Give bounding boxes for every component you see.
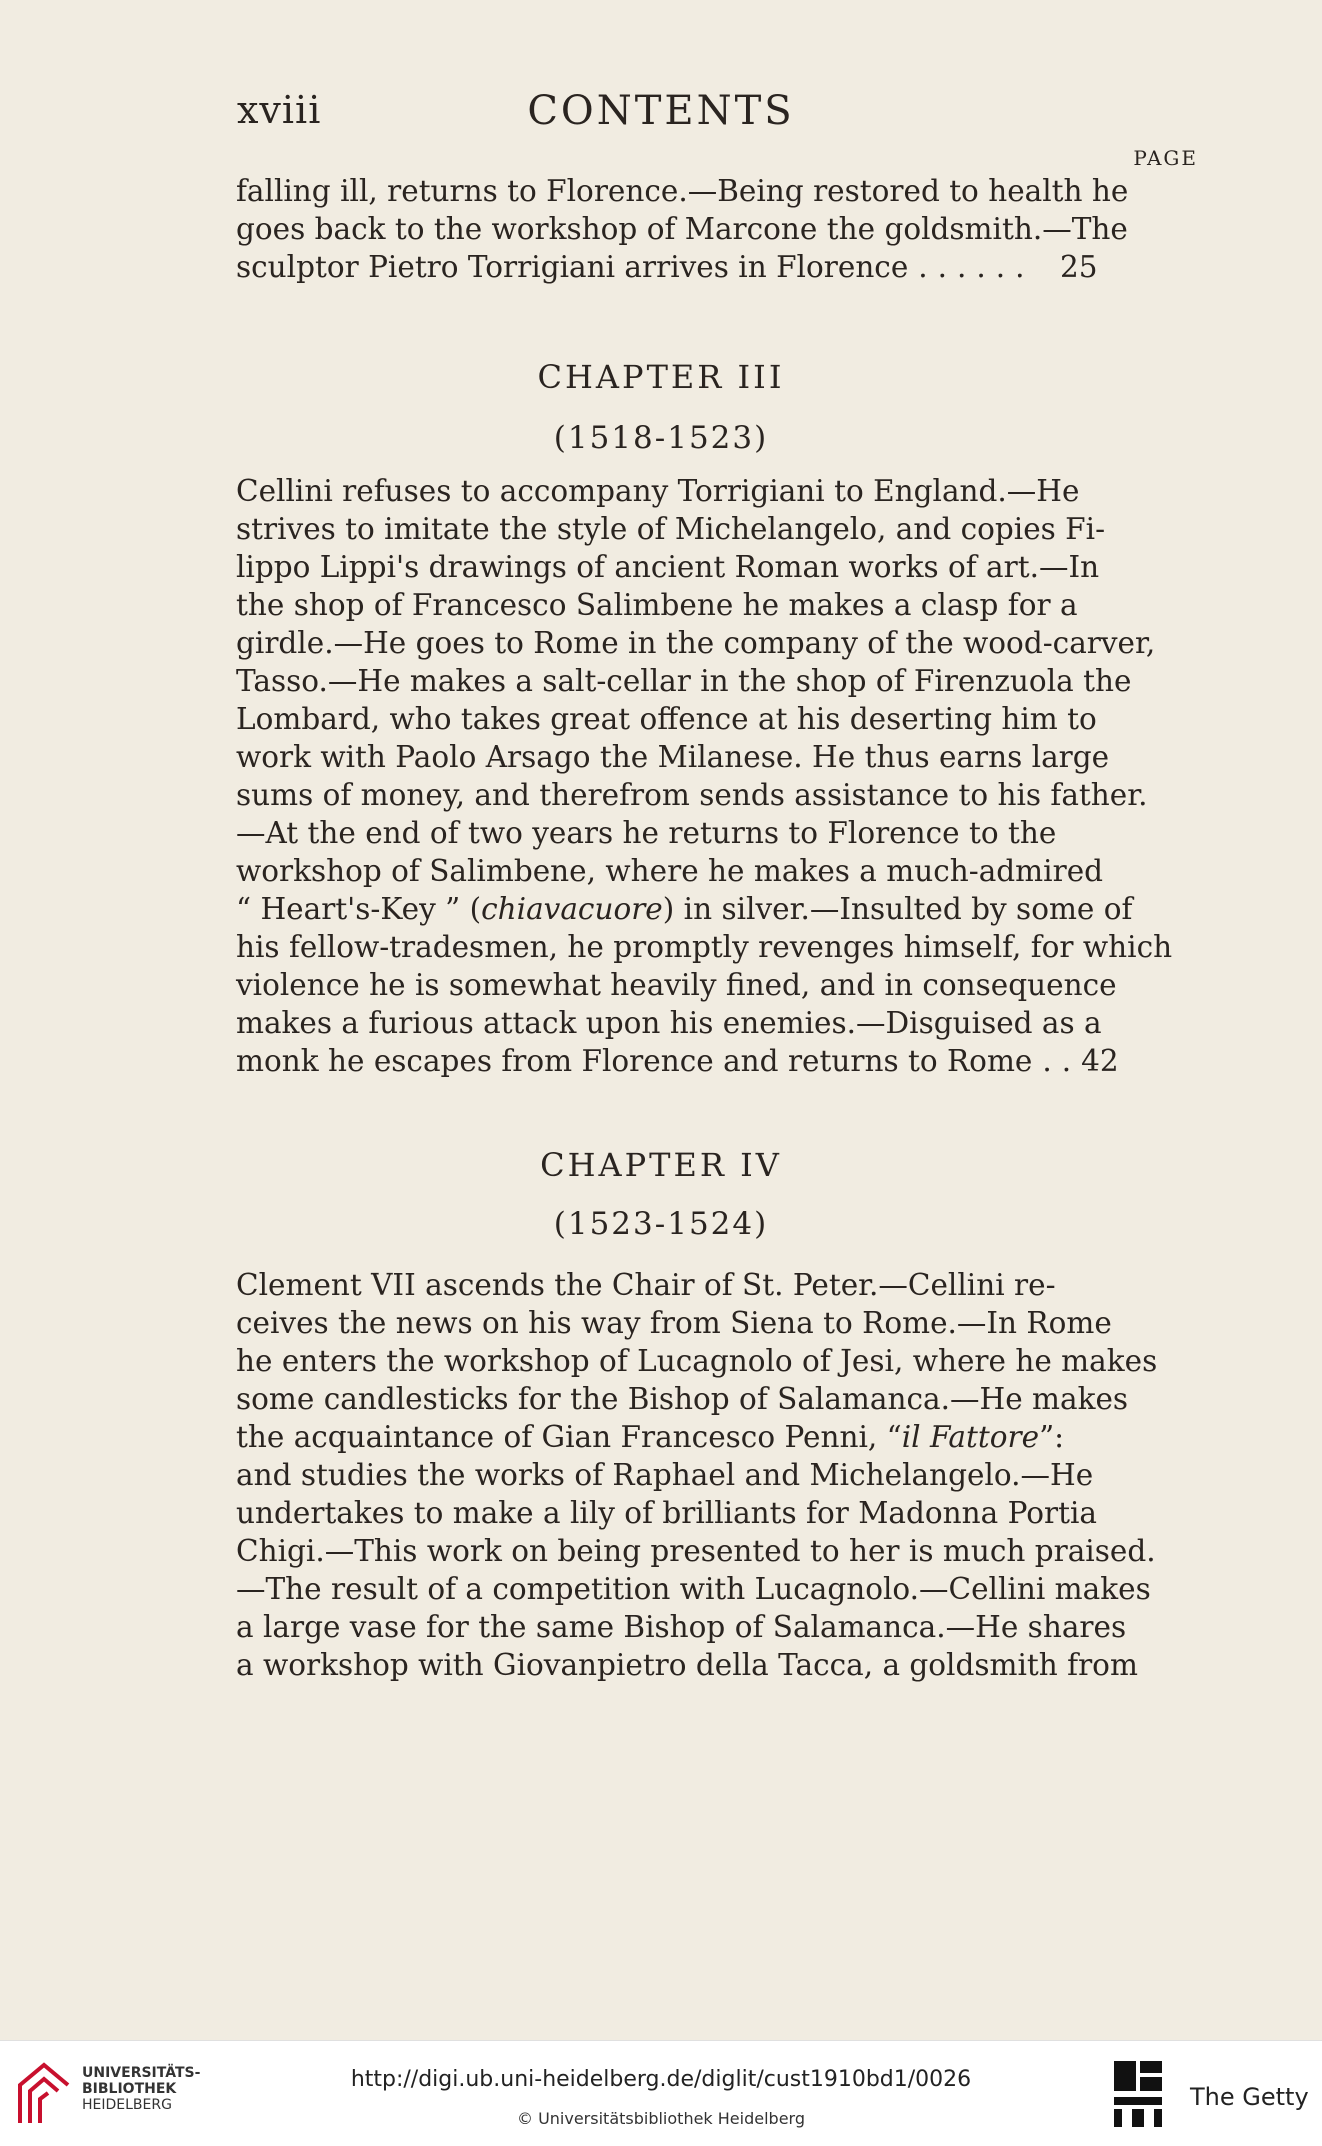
leader-dots: ...... (918, 250, 1035, 284)
entry-line: Clement VII ascends the Chair of St. Peter.—Cellini re- (236, 1268, 1056, 1302)
entry-line: strives to imitate the style of Michelangelo, and copies Fi- (236, 512, 1106, 546)
entry-line: Tasso.—He makes a salt-cellar in the shop of Firenzuola the (236, 664, 1132, 698)
getty-logo-shapes (1114, 2061, 1162, 2127)
page-number: 42 (1081, 1044, 1119, 1078)
entry-line: goes back to the workshop of Marcone the goldsmith.—The (236, 212, 1128, 246)
entry-line: Cellini refuses to accompany Torrigiani to England.—He (236, 474, 1080, 508)
entry-line: —The result of a competition with Lucagnolo.—Cellini makes (236, 1572, 1151, 1606)
library-name-line: UNIVERSITÄTS- (82, 2065, 201, 2081)
entry-line: sums of money, and therefrom sends assistance to his father. (236, 778, 1148, 812)
chapter-years: (1523-1524) (553, 1206, 769, 1242)
running-title: CONTENTS (527, 88, 795, 134)
entry-line: makes a furious attack upon his enemies.—Disguised as a (236, 1006, 1102, 1040)
entry-line: —At the end of two years he returns to Florence to the (236, 816, 1057, 850)
permalink-url[interactable]: http://digi.ub.uni-heidelberg.de/diglit/cust1910bd1/0026 (350, 2067, 972, 2092)
contents-entry (236, 172, 1129, 286)
chapter-years: (1518-1523) (553, 420, 769, 456)
entry-line: girdle.—He goes to Rome in the company of the wood-carver, (236, 626, 1156, 660)
page-folio: xviii (237, 88, 322, 132)
entry-line: a workshop with Giovanpietro della Tacca, a goldsmith from (236, 1648, 1138, 1682)
entry-line: lippo Lippi's drawings of ancient Roman works of art.—In (236, 550, 1100, 584)
entry-line: Lombard, who takes great offence at his deserting him to (236, 702, 1097, 736)
running-head (0, 88, 1322, 138)
entry-last-line (236, 248, 1120, 286)
entry-line: some candlesticks for the Bishop of Salamanca.—He makes (236, 1382, 1129, 1416)
leader-dots: .. (1042, 1044, 1082, 1078)
entry-line: he enters the workshop of Lucagnolo of Jesi, where he makes (236, 1344, 1158, 1378)
chapter-heading: CHAPTER IV (540, 1146, 782, 1184)
entry-line: Chigi.—This work on being presented to her is much praised. (236, 1534, 1156, 1568)
entry-line: undertakes to make a lily of brilliants for Madonna Portia (236, 1496, 1098, 1530)
entry-line: ceives the news on his way from Siena to Rome.—In Rome (236, 1306, 1112, 1340)
entry-line: violence he is somewhat heavily fined, and in consequence (236, 968, 1117, 1002)
entry-line: monk he escapes from Florence and returns to Rome (236, 1044, 1033, 1078)
entry-last-line (236, 1042, 1120, 1080)
entry-line: and studies the works of Raphael and Michelangelo.—He (236, 1458, 1094, 1492)
contents-entry (236, 472, 1173, 1080)
entry-line: his fellow-tradesmen, he promptly revenges himself, for which (236, 930, 1173, 964)
copyright-notice: © Universitätsbibliothek Heidelberg (516, 2109, 805, 2128)
page-column-label: PAGE (1133, 146, 1198, 170)
contents-entry (236, 1266, 1158, 1684)
library-name-line: BIBLIOTHEK (82, 2081, 177, 2097)
page-number: 25 (1060, 250, 1098, 284)
partner-name: The Getty (1190, 2083, 1309, 2111)
viewer-footer (0, 2040, 1322, 2146)
entry-line: workshop of Salimbene, where he makes a much-admired (236, 854, 1104, 888)
entry-line: sculptor Pietro Torrigiani arrives in Florence (236, 250, 909, 284)
getty-logo-icon (1112, 2059, 1164, 2129)
entry-line: a large vase for the same Bishop of Salamanca.—He shares (236, 1610, 1127, 1644)
library-name-line: HEIDELBERG (82, 2097, 172, 2113)
entry-line: falling ill, returns to Florence.—Being restored to health he (236, 174, 1129, 208)
chapter-heading: CHAPTER III (537, 358, 785, 396)
entry-line: “ Heart's-Key ” (chiavacuore) in silver.—Insulted by some of (236, 892, 1133, 926)
entry-line: work with Paolo Arsago the Milanese. He thus earns large (236, 740, 1110, 774)
entry-line: the acquaintance of Gian Francesco Penni, “il Fattore”: (236, 1420, 1065, 1454)
entry-line: the shop of Francesco Salimbene he makes a clasp for a (236, 588, 1078, 622)
